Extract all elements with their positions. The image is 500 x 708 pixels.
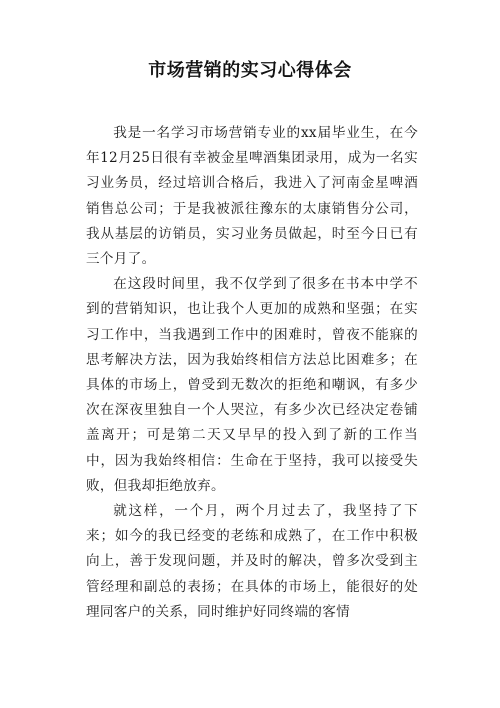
paragraph-1: 我是一名学习市场营销专业的xx届毕业生，在今年12月25日很有幸被金星啤酒集团录用，成为一名实习业务员，经过培训合格后，我进入了河南金星啤酒销售总公司；于是我被派往豫东的太康销售分公司，我从基层的访销员，实习业务员做起，时至今日已有三个月了。	[86, 125, 418, 268]
paragraph-3: 就这样，一个月，两个月过去了，我坚持了下来；如今的我已经变的老练和成熟了，在工作中积极向上，善于发现问题，并及时的解决，曾多次受到主管经理和副总的表扬；在具体的市场上，能很好的处理同客户的关系，同时维护好同终端的客情	[86, 503, 418, 620]
document-title: 市场营销的实习心得体会	[148, 60, 352, 81]
document-body	[86, 121, 418, 625]
paragraph-2: 在这段时间里，我不仅学到了很多在书本中学不到的营销知识，也让我个人更加的成熟和坚强；在实习工作中，当我遇到工作中的困难时，曾夜不能寐的思考解决方法，因为我始终相信方法总比困难多；在具体的市场上，曾受到无数次的拒绝和嘲讽，有多少次在深夜里独自一个人哭泣，有多少次已经决定卷铺盖离开；可是第二天又早早的投入到了新的工作当中，因为我始终相信：生命在于坚持，我可以接受失败，但我却拒绝放弃。	[86, 276, 418, 494]
